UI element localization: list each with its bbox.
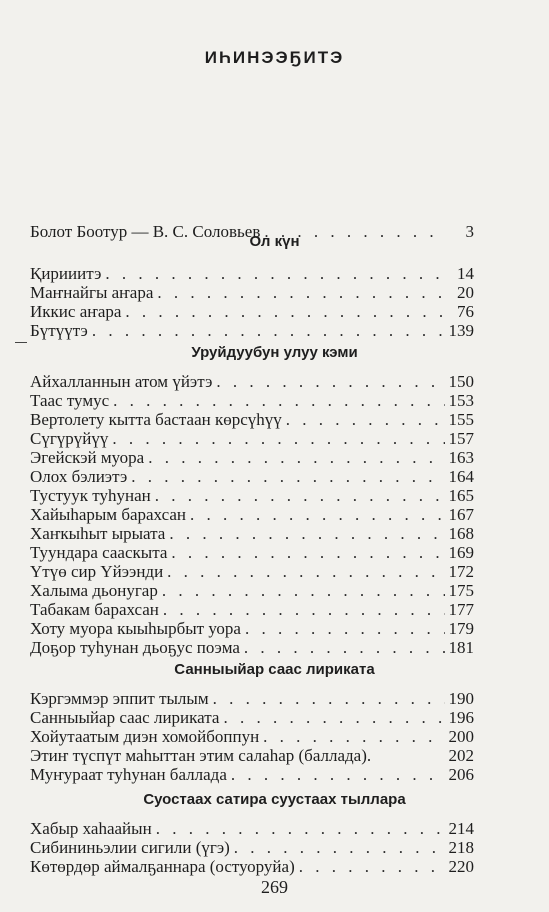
toc-entry xyxy=(30,410,474,430)
entry-title: Маҥнайгы аҥара xyxy=(30,283,154,302)
toc-entry xyxy=(30,321,474,341)
toc-entry xyxy=(30,505,474,525)
entry-page: 190 xyxy=(448,689,474,708)
entry-page: 14 xyxy=(457,264,474,283)
leader-dots xyxy=(88,321,445,341)
entry-page: 202 xyxy=(448,746,474,765)
page-title: ИҺИНЭЭҔИТЭ xyxy=(204,48,345,67)
entry-page: 167 xyxy=(448,505,474,524)
toc-entry xyxy=(30,857,474,877)
section-heading: Ол күн xyxy=(249,233,300,250)
leader-dots xyxy=(230,838,445,858)
entry-title: Этиҥ түспүт маһыттан этим салаһар (баллада). xyxy=(30,746,372,765)
entry-page: 150 xyxy=(448,372,474,391)
toc-entry xyxy=(30,562,474,582)
entry-title: Айхалланнын атом үйэтэ xyxy=(30,372,213,391)
entry-title: Туундара сааскыта xyxy=(30,543,168,562)
toc-entry xyxy=(30,838,474,858)
leader-dots xyxy=(209,689,445,709)
toc-entry xyxy=(30,302,474,322)
entry-page: 157 xyxy=(448,429,474,448)
leader-dots xyxy=(153,283,446,303)
toc-entry xyxy=(30,448,474,468)
entry-title: Тустуук туһунан xyxy=(30,486,151,505)
entry-title: Олох бэлиэтэ xyxy=(30,467,128,486)
toc-entry xyxy=(30,746,474,766)
toc-entry xyxy=(30,372,474,392)
toc-entry xyxy=(30,708,474,728)
entry-title: Үтүө сир Үйээнди xyxy=(30,562,164,581)
section-heading: Суостаах сатира суустаах тыллара xyxy=(143,791,406,808)
leader-dots xyxy=(152,819,445,839)
entry-page: 155 xyxy=(448,410,474,429)
entry-page: 153 xyxy=(448,391,474,410)
entry-title: Болот Боотур — В. С. Соловьев xyxy=(30,222,261,241)
leader-dots xyxy=(167,543,444,563)
page-number: 269 xyxy=(261,877,288,897)
entry-page: 169 xyxy=(448,543,474,562)
entry-page: 206 xyxy=(448,765,474,784)
leader-dots xyxy=(108,429,444,449)
toc-entry xyxy=(30,264,474,284)
leader-dots xyxy=(158,581,445,601)
entry-title: Таас тумус xyxy=(30,391,110,410)
entry-page: 200 xyxy=(448,727,474,746)
entry-title: Хабыр хаһаайын xyxy=(30,819,152,838)
leader-dots xyxy=(163,562,444,582)
section-heading: Уруйдуубун улуу кэми xyxy=(191,344,358,361)
leader-dots xyxy=(144,448,444,468)
entry-title: Иккис аҥара xyxy=(30,302,122,321)
entry-page: 165 xyxy=(448,486,474,505)
entry-page: 214 xyxy=(448,819,474,838)
toc-entry xyxy=(30,486,474,506)
entry-page: 181 xyxy=(448,638,474,657)
entry-title: Халыма дьонугар xyxy=(30,581,158,600)
entry-page: 196 xyxy=(448,708,474,727)
leader-dots xyxy=(212,372,444,392)
toc-entry xyxy=(30,619,474,639)
leader-dots xyxy=(240,638,445,658)
leader-dots xyxy=(282,410,445,430)
entry-title: Сүгүрүйүү xyxy=(30,429,109,448)
toc-entry xyxy=(30,283,474,303)
toc-entry xyxy=(30,638,474,658)
entry-page: 179 xyxy=(448,619,474,638)
leader-dots xyxy=(241,619,445,639)
entry-title: Қирииитэ xyxy=(30,264,102,283)
toc-entry xyxy=(30,727,474,747)
entry-page: 3 xyxy=(465,222,474,241)
toc-entry xyxy=(30,524,474,544)
toc-entry xyxy=(30,391,474,411)
entry-title: Көтөрдөр аймалҕаннара (остуоруйа) xyxy=(30,857,295,876)
leader-dots xyxy=(101,264,446,284)
stray-mark xyxy=(15,342,27,343)
entry-title: Вертолету кытта бастаан көрсүһүү xyxy=(30,410,282,429)
entry-title: Хайыһарым барахсан xyxy=(30,505,186,524)
entry-page: 177 xyxy=(448,600,474,619)
entry-title: Хоту муора кыыһырбыт уора xyxy=(30,619,241,638)
toc-entry xyxy=(30,467,474,487)
entry-page: 175 xyxy=(448,581,474,600)
entry-title: Хойутаатым диэн хомойбоппун xyxy=(30,727,260,746)
leader-dots xyxy=(186,505,445,525)
entry-title: Доҕор туһунан дьоҕус поэма xyxy=(30,638,240,657)
leader-dots xyxy=(121,302,446,322)
entry-page: 218 xyxy=(448,838,474,857)
toc-entry xyxy=(30,689,474,709)
entry-page: 163 xyxy=(448,448,474,467)
entry-page: 139 xyxy=(448,321,474,340)
leader-dots xyxy=(295,857,445,877)
entry-title: Санныыйар саас лириката xyxy=(30,708,220,727)
entry-page: 220 xyxy=(448,857,474,876)
entry-page: 164 xyxy=(448,467,474,486)
entry-page: 76 xyxy=(457,302,474,321)
leader-dots xyxy=(159,600,445,620)
leader-dots xyxy=(259,727,444,747)
entry-page: 20 xyxy=(457,283,474,302)
entry-title: Хаҥкыһыт ырыата xyxy=(30,524,166,543)
entry-title: Сибининьэлии сигили (үгэ) xyxy=(30,838,230,857)
entry-title: Кэргэммэр эппит тылым xyxy=(30,689,209,708)
entry-page: 168 xyxy=(448,524,474,543)
toc-entry xyxy=(30,581,474,601)
leader-dots xyxy=(219,708,444,728)
leader-dots xyxy=(165,524,444,544)
leader-dots xyxy=(109,391,444,411)
entry-title: Бүтүүтэ xyxy=(30,321,88,340)
section-heading: Санныыйар саас лириката xyxy=(174,661,375,678)
entry-title: Эгейскэй муора xyxy=(30,448,145,467)
entry-title: Табакам барахсан xyxy=(30,600,159,619)
leader-dots xyxy=(127,467,444,487)
toc-entry xyxy=(30,600,474,620)
toc-entry xyxy=(30,543,474,563)
entry-page: 172 xyxy=(448,562,474,581)
toc-entry xyxy=(30,819,474,839)
leader-dots xyxy=(227,765,445,785)
toc-entry xyxy=(30,765,474,785)
leader-dots xyxy=(151,486,445,506)
entry-title: Муҥураат туһунан баллада xyxy=(30,765,227,784)
toc-entry xyxy=(30,429,474,449)
